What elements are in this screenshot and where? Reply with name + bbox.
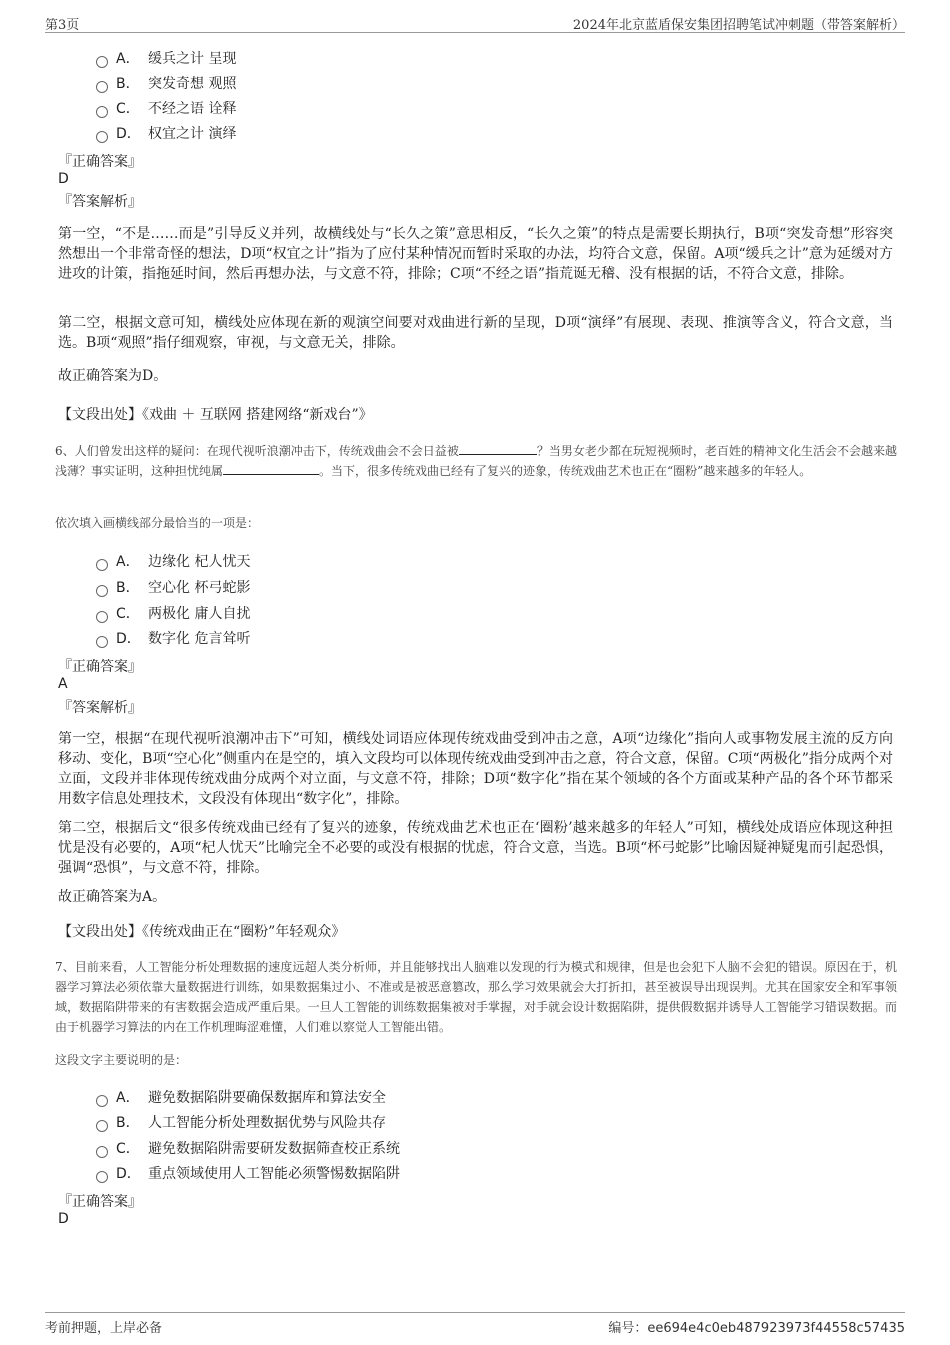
q6-answer: A — [58, 676, 68, 692]
q6-analysis-paragraph: 第二空，根据后文“很多传统戏曲已经有了复兴的迹象，传统戏曲艺术也正在‘圈粉’越来越多的年轻人”可知，横线处成语应体现这种担忧是没有必要的，A项“杞人忧天”比喻完全不必要的或没有根据的忧虑，符合文意，当选。B项“杯弓蛇影”比喻因疑神疑鬼而引起恐惧，强调“恐惧”，与文意不符，排除。 — [58, 820, 893, 876]
q6-analysis-paragraph: 第一空，根据“在现代视听浪潮冲击下”可知，横线处词语应体现传统戏曲受到冲击之意，A项“边缘化”指向人或事物发展主流的反方向移动、变化，B项“空心化”侧重内在是空的，填入文段均可以体现传统戏曲受到冲击之意，符合文意，保留。C项“两极化”指分成两个对立面，文段并非体现传统戏曲分成两个对立面，与文意不符，排除；D项“数字化”指在某个领域的各个方面或某种产品的各个环节都采用数字信息处理技术，文段没有体现出“数字化”，排除。 — [58, 731, 893, 807]
page-header — [45, 12, 905, 33]
q6-analysis-label: 『答案解析』 — [58, 700, 142, 716]
q6-answer-label: 『正确答案』 — [58, 659, 142, 675]
radio-icon[interactable] — [96, 106, 108, 118]
q5-analysis-paragraph: 第二空，根据文意可知，横线处应体现在新的观演空间要对戏曲进行新的呈现，D项“演绎”有展现、表现、推演等含义，符合文意，当选。B项“观照”指仔细观察，审视，与文意无关，排除。 — [58, 315, 893, 351]
page-footer — [45, 1312, 905, 1337]
q7-option-b[interactable]: B． 人工智能分析处理数据优势与风险共存 — [96, 1112, 386, 1132]
radio-icon[interactable] — [96, 1095, 108, 1107]
q5-answer: D — [58, 171, 69, 187]
radio-icon[interactable] — [96, 131, 108, 143]
radio-icon[interactable] — [96, 1171, 108, 1183]
q6-option-a[interactable]: A． 边缘化 杞人忧天 — [96, 551, 250, 571]
q6-prompt: 依次填入画横线部分最恰当的一项是： — [55, 516, 260, 530]
document-title: 2024年北京蓝盾保安集团招聘笔试冲刺题（带答案解析） — [572, 18, 905, 33]
q5-answer-label: 『正确答案』 — [58, 154, 142, 170]
footer-slogan: 考前押题，上岸必备 — [45, 1321, 163, 1336]
q6-option-b[interactable]: B． 空心化 杯弓蛇影 — [96, 577, 250, 597]
q7-option-c[interactable]: C． 避免数据陷阱需要研发数据筛查校正系统 — [96, 1138, 400, 1158]
radio-icon[interactable] — [96, 81, 108, 93]
q5-option-c[interactable]: C． 不经之语 诠释 — [96, 98, 236, 118]
q7-stem: 7、目前来看，人工智能分析处理数据的速度远超人类分析师，并且能够找出人脑难以发现的行为模式和规律，但是也会犯下人脑不会犯的错误。原因在于，机器学习算法必须依靠大量数据进行训练，如果数据集过小、不准或是被恶意篡改，那么学习效果就会大打折扣，甚至被误导出现误判。尤其在国家安全和军事领域，数据陷阱带来的有害数据会造成严重后果。一旦人工智能的训练数据集被对手掌握，对手就会设计数据陷阱，提供假数据并诱导人工智能学习错误数据。而由于机器学习算法的内在工作机理晦涩难懂，人们难以察觉人工智能出错。 — [55, 960, 897, 1034]
radio-icon[interactable] — [96, 1120, 108, 1132]
radio-icon[interactable] — [96, 585, 108, 597]
fill-blank-1[interactable] — [459, 442, 537, 455]
q6-conclusion: 故正确答案为A。 — [58, 889, 167, 905]
q5-conclusion: 故正确答案为D。 — [58, 368, 168, 384]
q5-option-a[interactable]: A． 缓兵之计 呈现 — [96, 48, 236, 68]
fill-blank-2[interactable] — [223, 462, 319, 475]
q5-option-b[interactable]: B． 突发奇想 观照 — [96, 73, 236, 93]
q5-analysis-paragraph: 第一空，“不是……而是”引导反义并列，故横线处与“长久之策”意思相反，“长久之策”的特点是需要长期执行，B项“突发奇想”形容突然想出一个非常奇怪的想法，D项“权宜之计”指为了应付某种情况而暂时采取的办法，均符合文意，保留。A项“缓兵之计”意为延缓对方进攻的计策，指拖延时间，然后再想办法，与文意不符，排除；C项“不经之语”指荒诞无稽、没有根据的话，不符合文意，排除。 — [58, 226, 893, 282]
radio-icon[interactable] — [96, 611, 108, 623]
q6-option-d[interactable]: D． 数字化 危言耸听 — [96, 628, 250, 648]
radio-icon[interactable] — [96, 559, 108, 571]
q7-prompt: 这段文字主要说明的是： — [55, 1053, 188, 1067]
page-number: 第3页 — [45, 18, 80, 33]
radio-icon[interactable] — [96, 56, 108, 68]
document-code: 编号：ee694e4c0eb487923973f44558c57435 — [608, 1321, 905, 1336]
q5-option-d[interactable]: D． 权宜之计 演绎 — [96, 123, 236, 143]
q5-source: 【文段出处】《戏曲 ＋ 互联网 搭建网络“新戏台”》 — [58, 407, 373, 423]
q7-answer-label: 『正确答案』 — [58, 1194, 142, 1210]
q7-answer: D — [58, 1211, 69, 1227]
q7-option-d[interactable]: D． 重点领域使用人工智能必须警惕数据陷阱 — [96, 1163, 400, 1183]
radio-icon[interactable] — [96, 1146, 108, 1158]
q7-option-a[interactable]: A． 避免数据陷阱要确保数据库和算法安全 — [96, 1087, 386, 1107]
q6-source: 【文段出处】《传统戏曲正在“圈粉”年轻观众》 — [58, 924, 346, 940]
q6-option-c[interactable]: C． 两极化 庸人自扰 — [96, 603, 250, 623]
radio-icon[interactable] — [96, 636, 108, 648]
q5-analysis-label: 『答案解析』 — [58, 194, 142, 210]
q6-stem: 6、人们曾发出这样的疑问：在现代视听浪潮冲击下，传统戏曲会不会日益被 ？当男女老少都在玩短视频时，老百姓的精神文化生活会不会越来越浅薄？事实证明，这种担忧纯属 。当下，很多传统戏曲已经有了复兴的迹象，传统戏曲艺术也正在“圈粉”越来越多的年轻人。 — [55, 444, 897, 478]
